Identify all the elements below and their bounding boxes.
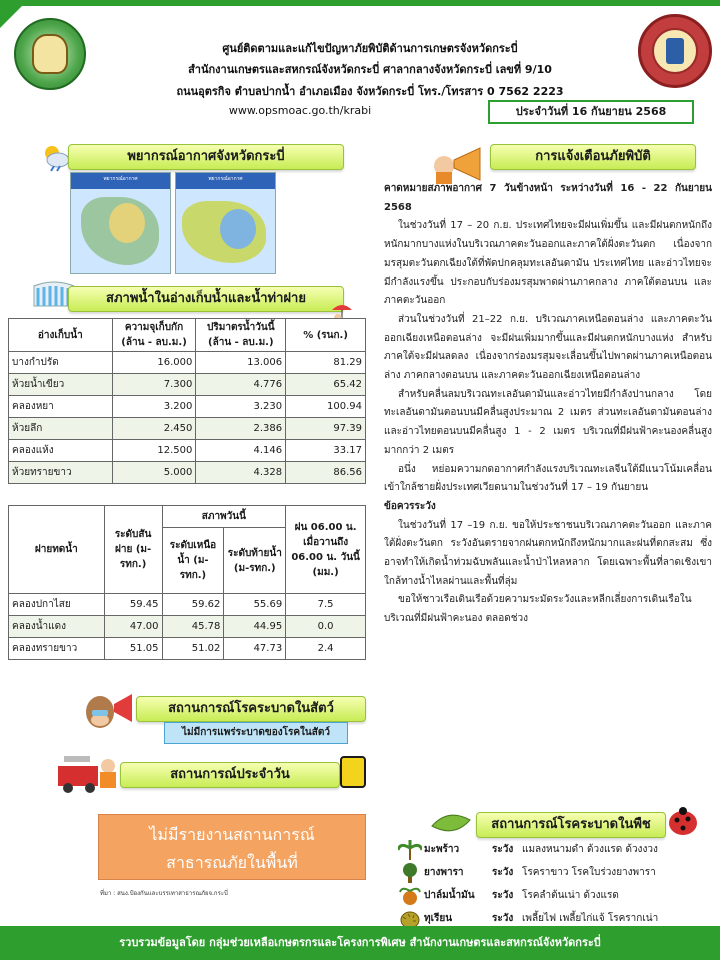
- header-website[interactable]: www.opsmoac.go.th/krabi: [228, 104, 372, 117]
- list-item: ปาล์มน้ำมัน ระวัง โรคลำต้นเน่า ด้วงแรด: [398, 884, 708, 907]
- col-today: สภาพวันนี้: [162, 506, 286, 528]
- weather-image-2: พยากรณ์อากาศ: [175, 172, 276, 274]
- col-percent: % (รนก.): [286, 319, 366, 352]
- warning-paragraph: อนึ่ง หย่อมความกดอากาศกำลังแรงบริเวณทะเลจีนใต้มีแนวโน้มเคลื่อนเข้าใกล้ชายฝั่งประเทศเวียดนามในช่วงวันที่ 17 – 19 กันยายน: [384, 463, 712, 494]
- weather-forecast-images: [70, 172, 276, 274]
- cow-megaphone-icon: [80, 686, 136, 732]
- col-weir: ฝายทดน้ำ: [9, 506, 105, 594]
- weir-table: [8, 505, 366, 660]
- plant-banner: สถานการณ์โรคระบาดในพืช: [476, 812, 666, 838]
- list-item: ทุเรียน ระวัง เพลี้ยไฟ เพลี้ยไก่แจ้ โรครากเน่า: [398, 907, 708, 930]
- table-row: คลองแห้ง 12.500 4.146 33.17: [9, 440, 366, 462]
- coconut-icon: [398, 840, 422, 860]
- sun-cloud-icon: [40, 142, 70, 172]
- left-logo-icon: [14, 18, 86, 90]
- leaf-icon: [428, 808, 474, 838]
- ladybug-icon: [666, 806, 700, 836]
- weather-image-1: พยากรณ์อากาศ: [70, 172, 171, 274]
- daily-status-line2: สาธารณภัยในพื้นที่: [166, 853, 298, 872]
- plant-disease-list: [398, 838, 708, 930]
- col-crest: ระดับสันฝาย (ม-รทก.): [104, 506, 162, 594]
- list-item: มะพร้าว ระวัง แมลงหนามดำ ด้วงแรด ด้วงงวง: [398, 838, 708, 861]
- warning-title: คาดหมายสภาพอากาศ 7 วันข้างหน้า ระหว่างวันที่ 16 - 22 กันยายน 2568: [384, 183, 712, 213]
- warning-paragraph: ส่วนในช่วงวันที่ 21–22 ก.ย. บริเวณภาคเหนือตอนล่าง และภาคตะวันออกเฉียงเหนือตอนล่าง จะมีฝนเพิ่มมากขึ้นและมีฝนตกหนักบางแห่ง สำหรับภาคใต้จะมีฝนลดลง เนื่องจากร่องมรสุมจะเลื่อนขึ้นไปพาดผ่านภาคเหนือตอนล่าง ภาคกลางตอนบน และภาคตะวันออกเฉียงเหนือตอนล่าง: [384, 313, 712, 382]
- table-row: คลองหยา 3.200 3.230 100.94: [9, 396, 366, 418]
- table-row: ห้วยทรายขาว 5.000 4.328 86.56: [9, 462, 366, 484]
- list-item: ยางพารา ระวัง โรคราขาว โรคใบร่วงยางพารา: [398, 861, 708, 884]
- report-date: ประจำวันที่ 16 กันยายน 2568: [488, 100, 694, 124]
- daily-status-line1: ไม่มีรายงานสถานการณ์: [149, 825, 315, 844]
- header-office: สำนักงานเกษตรและสหกรณ์จังหวัดกระบี่ ศาลากลางจังหวัดกระบี่ เลขที่ 9/10: [188, 63, 552, 76]
- weather-banner: พยากรณ์อากาศจังหวัดกระบี่: [68, 144, 344, 170]
- reservoir-table: [8, 318, 366, 484]
- col-reservoir: อ่างเก็บน้ำ: [9, 319, 113, 352]
- table-row: ห้วยน้ำเขียว 7.300 4.776 65.42: [9, 374, 366, 396]
- fire-truck-icon: [56, 752, 120, 794]
- animal-status: ไม่มีการแพร่ระบาดของโรคในสัตว์: [164, 722, 348, 744]
- header-title: ศูนย์ติดตามและแก้ไขปัญหาภัยพิบัติด้านการเกษตรจังหวัดกระบี่: [222, 42, 518, 55]
- daily-banner: สถานการณ์ประจำวัน: [120, 762, 340, 788]
- table-row: คลองน้ำแดง 47.00 45.78 44.95 0.0: [9, 616, 366, 638]
- right-seal-icon: [638, 14, 712, 100]
- col-capacity: ความจุเก็บกัก (ล้าน - ลบ.ม.): [112, 319, 196, 352]
- caution-paragraph: ขอให้ชาวเรือเดินเรือด้วยความระมัดระวังและหลีกเลี่ยงการเดินเรือในบริเวณที่มีฝนฟ้าคะนอง ตลอดช่วง: [384, 594, 692, 625]
- table-row: คลองทรายขาว 51.05 51.02 47.73 2.4: [9, 638, 366, 660]
- table-row: ห้วยลึก 2.450 2.386 97.39: [9, 418, 366, 440]
- corner-decoration: [0, 0, 28, 28]
- col-rain: ฝน 06.00 น. เมื่อวานถึง 06.00 น. วันนี้ (มม.): [286, 506, 366, 594]
- warning-paragraph: สำหรับคลื่นลมบริเวณทะเลอันดามันและอ่าวไทยมีกำลังปานกลาง โดยทะเลอันดามันตอนบนมีคลื่นสูงประมาณ 2 เมตร ส่วนทะเลอันดามันตอนล่างและอ่าวไทยตอนบนมีคลื่นสูง 1 - 2 เมตร บริเวณที่มีฝนฟ้าคะนองคลื่นสูงมากกว่า 2 เมตร: [384, 388, 712, 456]
- megaphone-icon: [430, 140, 490, 184]
- disaster-dept-logo-icon: [340, 756, 366, 788]
- warning-banner: การแจ้งเตือนภัยพิบัติ: [490, 144, 696, 170]
- table-row: บางกำปรัด 16.000 13.006 81.29: [9, 352, 366, 374]
- caution-paragraph: ในช่วงวันที่ 17 –19 ก.ย. ขอให้ประชาชนบริเวณภาคตะวันออก และภาคใต้ฝั่งตะวันตก ระวังอันตรายจากฝนตกหนักถึงหนักมากและฝนที่ตกสะสม ซึ่งอาจทำให้เกิดน้ำท่วมฉับพลันและน้ำป่าไหลหลาก โดยเฉพาะพื้นที่ลาดเชิงเขาใกล้ทางน้ำไหลผ่านและพื้นที่ลุ่ม: [384, 519, 712, 587]
- source-note: ที่มา : สนง.ป้องกันและบรรเทาสาธารณภัยจ.กระบี่: [100, 890, 228, 897]
- warning-paragraph: ในช่วงวันที่ 17 – 20 ก.ย. ประเทศไทยจะมีฝนเพิ่มขึ้น และมีฝนตกหนักถึงหนักมากบางแห่งในบริเวณภาคตะวันออกและภาคใต้ฝั่งตะวันตก เนื่องจากมรสุมตะวันตกเฉียงใต้ที่พัดปกคลุมทะเลอันดามัน ประเทศไทย และอ่าวไทยจะมีกำลังแรงขึ้น ประกอบกับร่องมรสุมพาดผ่านภาคกลาง ภาคใต้ตอนบน และภาคตะวันออก: [384, 220, 712, 307]
- daily-status-box: [98, 814, 366, 880]
- col-volume: ปริมาตรน้ำวันนี้ (ล้าน - ลบ.ม.): [196, 319, 286, 352]
- warning-text: [384, 180, 712, 629]
- table-row: คลองปกาไสย 59.45 59.62 55.69 7.5: [9, 594, 366, 616]
- water-banner: สภาพน้ำในอ่างเก็บน้ำและน้ำท่าฝาย: [68, 286, 344, 312]
- footer: รวบรวมข้อมูลโดย กลุ่มช่วยเหลือเกษตรกรและโครงการพิเศษ สำนักงานเกษตรและสหกรณ์จังหวัดกระบี่: [0, 926, 720, 960]
- col-downstream: ระดับท้ายน้ำ (ม-รทก.): [224, 528, 286, 594]
- col-upstream: ระดับเหนือน้ำ (ม-รทก.): [162, 528, 224, 594]
- oil-palm-icon: [398, 886, 422, 906]
- header-address: ถนนอุตรกิจ ตำบลปากน้ำ อำเภอเมือง จังหวัดกระบี่ โทร./โทรสาร 0 7562 2223: [176, 85, 564, 98]
- rubber-tree-icon: [398, 863, 422, 883]
- top-strip: [0, 0, 720, 6]
- animal-banner: สถานการณ์โรคระบาดในสัตว์: [136, 696, 366, 722]
- caution-heading: ข้อควรระวัง: [384, 500, 436, 512]
